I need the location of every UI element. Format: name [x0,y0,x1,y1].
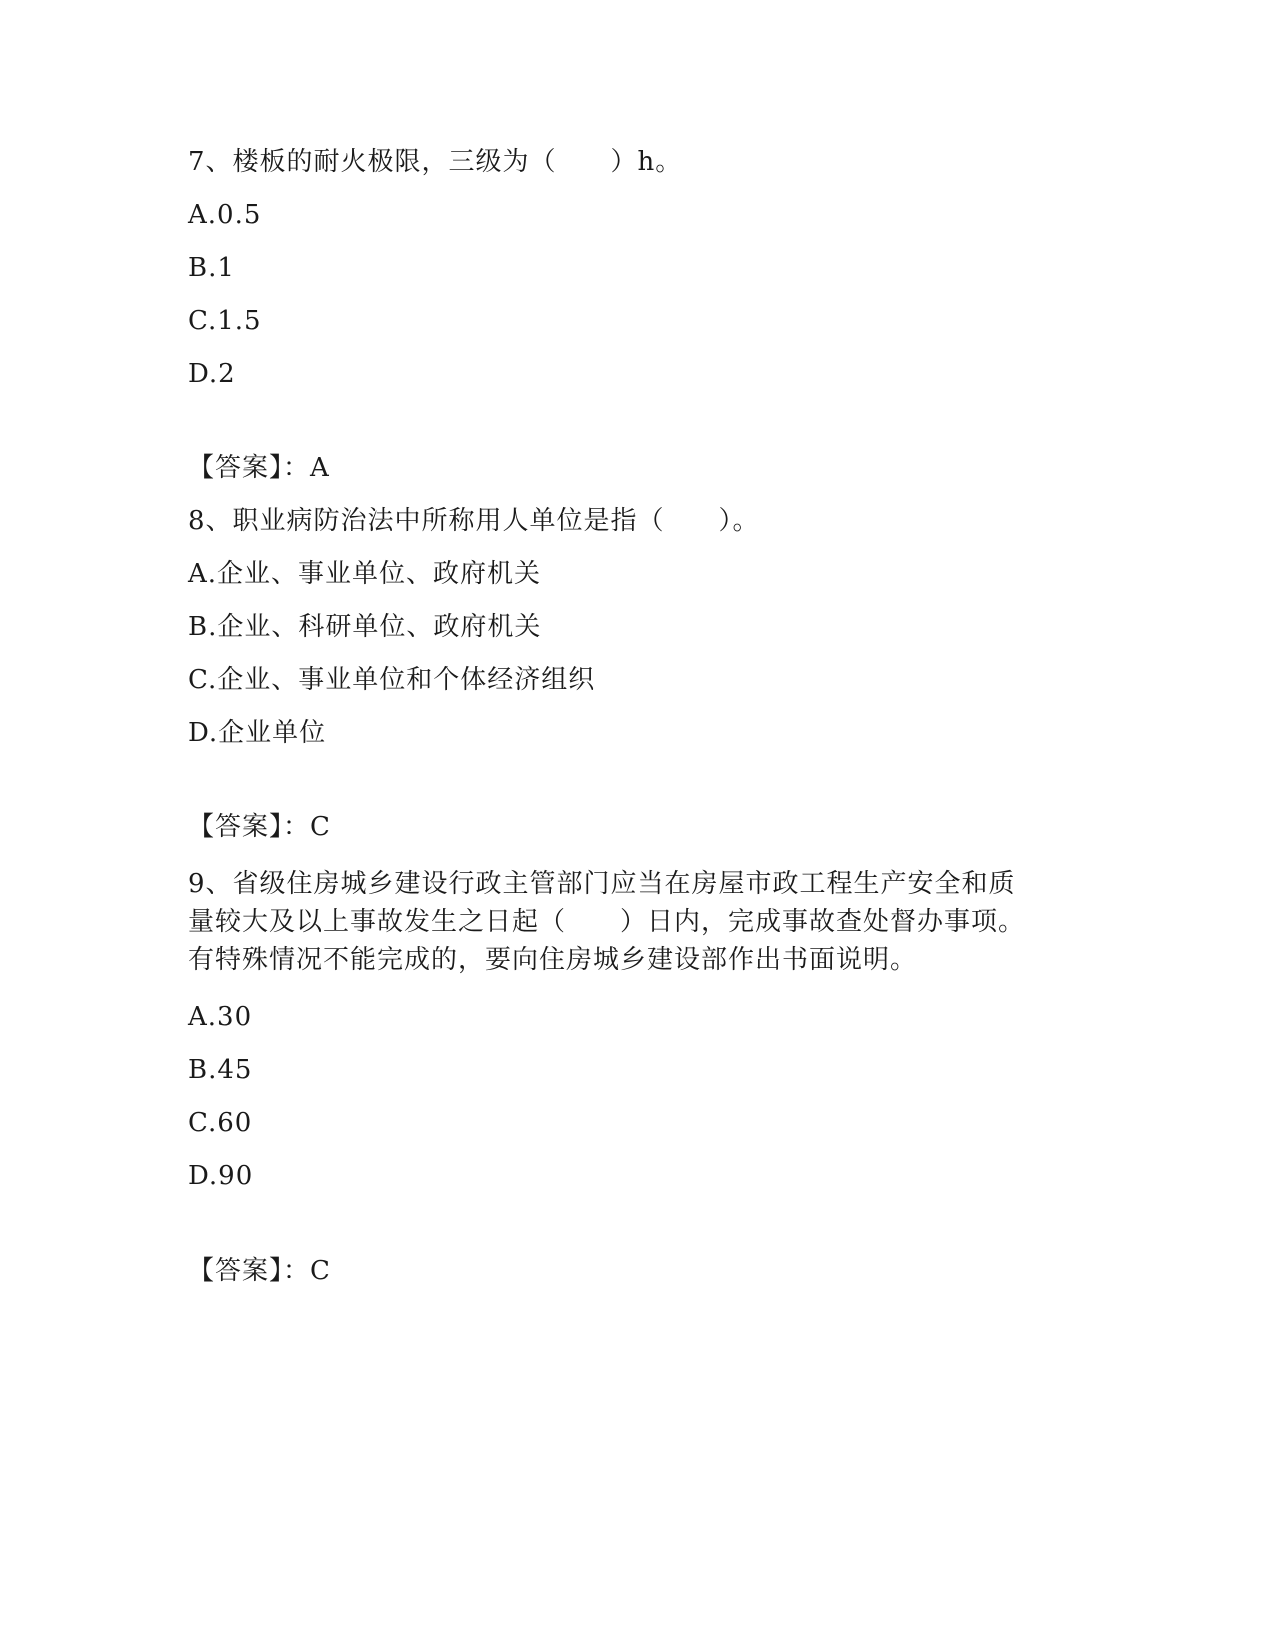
question-9-stem-line-3: 有特殊情况不能完成的，要向住房城乡建设部作出书面说明。 [188,945,918,975]
question-9-option-a: A.30 [188,1002,253,1032]
question-9-answer: 【答案】：C [188,1256,331,1286]
question-9-stem [188,865,1068,979]
question-7-option-a: A.0.5 [188,200,262,230]
question-8-option-a: A.企业、事业单位、政府机关 [188,559,542,589]
question-7-option-b: B.1 [188,253,235,283]
question-7-option-c: C.1.5 [188,306,262,336]
question-8-option-b: B.企业、科研单位、政府机关 [188,612,542,642]
question-8-answer: 【答案】：C [188,812,331,842]
question-9-stem-line-1: 9、省级住房城乡建设行政主管部门应当在房屋市政工程生产安全和质 [188,869,1016,899]
question-7-stem: 7、楼板的耐火极限，三级为（ ）h。 [188,147,683,177]
question-9-stem-line-2: 量较大及以上事故发生之日起（ ）日内，完成事故查处督办事项。 [188,907,1026,937]
question-7-answer: 【答案】：A [188,453,330,483]
question-8-option-c: C.企业、事业单位和个体经济组织 [188,665,596,695]
question-8-stem: 8、职业病防治法中所称用人单位是指（ ）。 [188,506,760,536]
question-9-option-c: C.60 [188,1108,253,1138]
question-9-option-b: B.45 [188,1055,253,1085]
question-7-option-d: D.2 [188,359,236,389]
question-9-option-d: D.90 [188,1161,254,1191]
question-8-option-d: D.企业单位 [188,718,327,748]
